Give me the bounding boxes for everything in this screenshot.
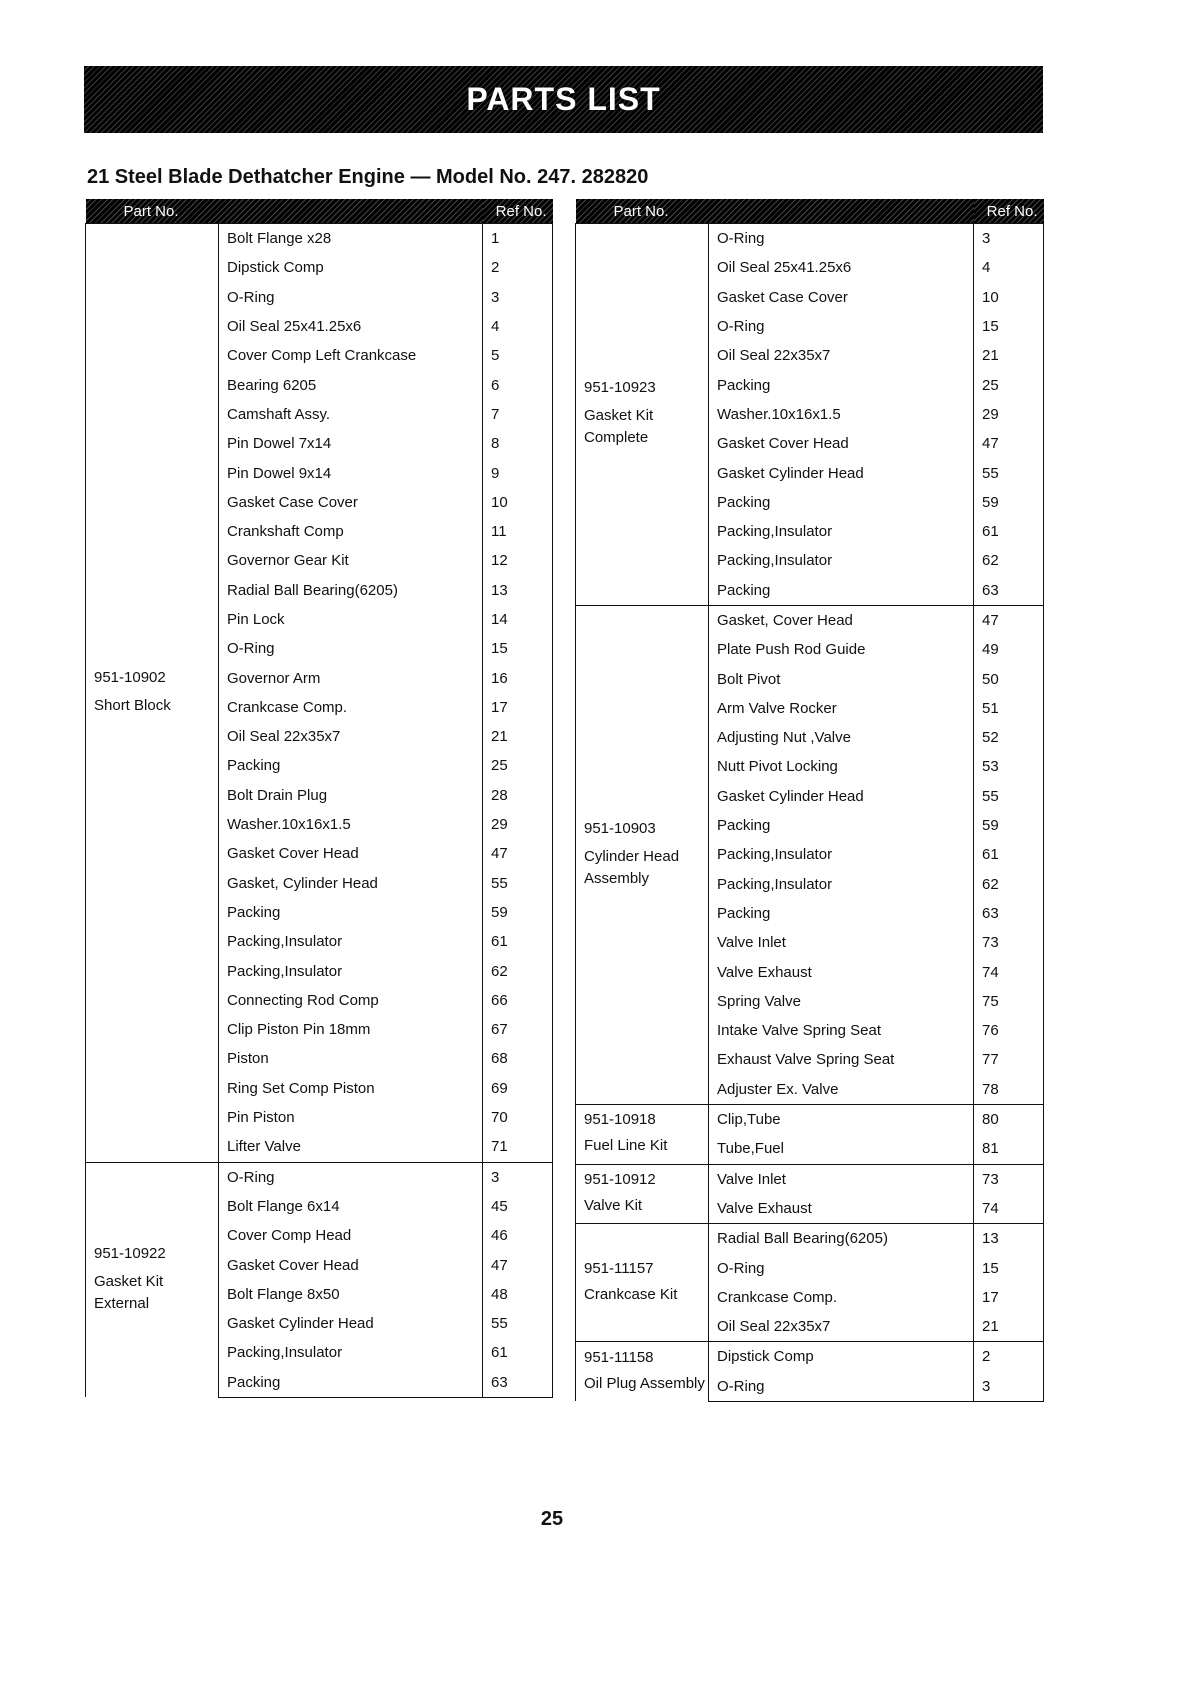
- ref-number: 51: [974, 694, 1044, 723]
- part-number: 951-10912: [584, 1170, 656, 1188]
- ref-number: 62: [974, 546, 1044, 575]
- part-description: Pin Dowel 9x14: [219, 458, 483, 487]
- part-description: Oil Seal 22x35x7: [219, 722, 483, 751]
- part-description: Gasket Cover Head: [219, 839, 483, 868]
- part-description: Packing,Insulator: [709, 840, 974, 869]
- part-description: O-Ring: [219, 1162, 483, 1192]
- ref-number: 46: [483, 1221, 553, 1250]
- part-description: Packing: [709, 370, 974, 399]
- ref-number: 45: [483, 1192, 553, 1221]
- ref-number: 16: [483, 663, 553, 692]
- ref-number: 73: [974, 928, 1044, 957]
- ref-number: 3: [974, 1372, 1044, 1402]
- part-description: Oil Seal 25x41.25x6: [709, 253, 974, 282]
- part-description: Packing,Insulator: [219, 956, 483, 985]
- ref-number: 61: [483, 927, 553, 956]
- ref-number: 63: [483, 1368, 553, 1398]
- part-description: Camshaft Assy.: [219, 400, 483, 429]
- ref-number: 7: [483, 400, 553, 429]
- part-description: Bolt Flange x28: [219, 224, 483, 254]
- part-number: 951-11157: [584, 1259, 654, 1277]
- ref-number: 55: [974, 458, 1044, 487]
- part-description: Crankcase Comp.: [709, 1283, 974, 1312]
- part-number: 951-10903: [584, 819, 656, 837]
- part-description: Gasket Cover Head: [709, 429, 974, 458]
- ref-number: 21: [974, 341, 1044, 370]
- part-description: Oil Seal 22x35x7: [709, 1312, 974, 1342]
- part-description: Gasket Case Cover: [709, 283, 974, 312]
- part-description: Pin Lock: [219, 605, 483, 634]
- ref-number: 1: [483, 224, 553, 254]
- part-number: 951-10918: [584, 1111, 656, 1129]
- part-description: Packing: [709, 488, 974, 517]
- ref-number: 63: [974, 899, 1044, 928]
- part-description: Cover Comp Head: [219, 1221, 483, 1250]
- part-description: Packing,Insulator: [709, 546, 974, 575]
- ref-number: 3: [483, 1162, 553, 1192]
- header-part-no: Part No.: [86, 199, 483, 224]
- ref-number: 47: [974, 429, 1044, 458]
- ref-number: 55: [974, 782, 1044, 811]
- ref-number: 14: [483, 605, 553, 634]
- table-row: [576, 1224, 1044, 1254]
- table-row: [86, 224, 553, 254]
- part-description: Crankshaft Comp: [219, 517, 483, 546]
- ref-number: 2: [974, 1342, 1044, 1372]
- part-number-cell: [86, 1162, 219, 1397]
- part-description: Arm Valve Rocker: [709, 694, 974, 723]
- ref-number: 76: [974, 1016, 1044, 1045]
- ref-number: 47: [974, 605, 1044, 635]
- ref-number: 61: [483, 1338, 553, 1367]
- part-description: Packing: [219, 751, 483, 780]
- ref-number: 61: [974, 517, 1044, 546]
- ref-number: 15: [483, 634, 553, 663]
- banner-title: PARTS LIST: [466, 81, 661, 117]
- part-description: Tube,Fuel: [709, 1134, 974, 1164]
- part-number: 951-11158: [584, 1348, 654, 1366]
- part-number-cell: [576, 1104, 709, 1164]
- part-description: O-Ring: [709, 1253, 974, 1282]
- part-description: Packing,Insulator: [709, 517, 974, 546]
- part-description: O-Ring: [219, 283, 483, 312]
- ref-number: 61: [974, 840, 1044, 869]
- part-description: Clip,Tube: [709, 1104, 974, 1134]
- ref-number: 47: [483, 1250, 553, 1279]
- table-row: [576, 224, 1044, 254]
- part-description: O-Ring: [709, 312, 974, 341]
- ref-number: 62: [974, 870, 1044, 899]
- part-description: Connecting Rod Comp: [219, 986, 483, 1015]
- ref-number: 25: [974, 370, 1044, 399]
- part-description: Valve Inlet: [709, 1164, 974, 1194]
- ref-number: 10: [974, 283, 1044, 312]
- part-description: Valve Exhaust: [709, 1194, 974, 1224]
- part-description: Ring Set Comp Piston: [219, 1074, 483, 1103]
- ref-number: 15: [974, 312, 1044, 341]
- parts-list-banner: [84, 66, 1043, 133]
- part-number-cell: [576, 1164, 709, 1224]
- part-group-name: Cylinder Head Assembly: [584, 847, 680, 887]
- part-description: Governor Arm: [219, 663, 483, 692]
- part-group-name: Gasket Kit Complete: [584, 407, 654, 447]
- part-number: 951-10922: [94, 1244, 166, 1262]
- part-group-name: Crankcase Kit: [584, 1285, 678, 1303]
- ref-number: 3: [483, 283, 553, 312]
- part-number-cell: [576, 1342, 709, 1402]
- part-description: Nutt Pivot Locking: [709, 752, 974, 781]
- ref-number: 47: [483, 839, 553, 868]
- part-description: Oil Seal 22x35x7: [709, 341, 974, 370]
- ref-number: 4: [483, 312, 553, 341]
- part-description: Gasket Cylinder Head: [709, 782, 974, 811]
- part-description: Packing: [709, 899, 974, 928]
- part-group-name: Oil Plug Assembly: [584, 1374, 705, 1392]
- ref-number: 59: [974, 811, 1044, 840]
- ref-number: 66: [483, 986, 553, 1015]
- ref-number: 17: [483, 693, 553, 722]
- ref-number: 13: [483, 576, 553, 605]
- ref-number: 55: [483, 869, 553, 898]
- part-description: O-Ring: [709, 1372, 974, 1402]
- part-description: Packing: [219, 898, 483, 927]
- header-ref-no: Ref No.: [483, 199, 553, 224]
- part-description: Clip Piston Pin 18mm: [219, 1015, 483, 1044]
- part-description: Packing: [709, 576, 974, 606]
- ref-number: 21: [483, 722, 553, 751]
- table-row: [576, 1164, 1044, 1194]
- ref-number: 8: [483, 429, 553, 458]
- ref-number: 67: [483, 1015, 553, 1044]
- part-number-cell: [576, 224, 709, 606]
- ref-number: 78: [974, 1075, 1044, 1105]
- part-description: Plate Push Rod Guide: [709, 635, 974, 664]
- part-description: Gasket Case Cover: [219, 488, 483, 517]
- ref-number: 2: [483, 253, 553, 282]
- header-ref-no: Ref No.: [974, 199, 1044, 224]
- part-description: Bearing 6205: [219, 370, 483, 399]
- page-number: 25: [540, 1508, 564, 1530]
- ref-number: 62: [483, 956, 553, 985]
- part-description: Gasket, Cover Head: [709, 605, 974, 635]
- ref-number: 59: [974, 488, 1044, 517]
- part-description: Oil Seal 25x41.25x6: [219, 312, 483, 341]
- ref-number: 29: [974, 400, 1044, 429]
- part-description: Packing,Insulator: [219, 1338, 483, 1367]
- ref-number: 15: [974, 1253, 1044, 1282]
- ref-number: 17: [974, 1283, 1044, 1312]
- table-row: [86, 1162, 553, 1192]
- part-description: Lifter Valve: [219, 1132, 483, 1162]
- ref-number: 29: [483, 810, 553, 839]
- parts-table-left: [85, 199, 553, 1398]
- part-group-name: Fuel Line Kit: [584, 1137, 668, 1155]
- ref-number: 49: [974, 635, 1044, 664]
- part-group-name: Gasket Kit External: [94, 1272, 164, 1312]
- header-part-no: Part No.: [576, 199, 974, 224]
- ref-number: 3: [974, 224, 1044, 254]
- part-number: 951-10923: [584, 379, 656, 397]
- ref-number: 81: [974, 1134, 1044, 1164]
- part-group-name: Valve Kit: [584, 1196, 643, 1214]
- ref-number: 10: [483, 488, 553, 517]
- table-row: [576, 1104, 1044, 1134]
- ref-number: 55: [483, 1309, 553, 1338]
- part-description: O-Ring: [219, 634, 483, 663]
- parts-table-right-body: [576, 224, 1044, 1402]
- part-number: 951-10902: [94, 668, 166, 686]
- part-description: Adjuster Ex. Valve: [709, 1075, 974, 1105]
- part-description: Packing: [219, 1368, 483, 1398]
- part-description: Gasket Cover Head: [219, 1250, 483, 1279]
- ref-number: 53: [974, 752, 1044, 781]
- ref-number: 73: [974, 1164, 1044, 1194]
- part-number-cell: [576, 1224, 709, 1342]
- ref-number: 13: [974, 1224, 1044, 1254]
- part-description: Packing,Insulator: [219, 927, 483, 956]
- ref-number: 12: [483, 546, 553, 575]
- part-description: Piston: [219, 1044, 483, 1073]
- ref-number: 11: [483, 517, 553, 546]
- part-description: O-Ring: [709, 224, 974, 254]
- part-description: Bolt Flange 8x50: [219, 1280, 483, 1309]
- ref-number: 9: [483, 458, 553, 487]
- part-description: Washer.10x16x1.5: [219, 810, 483, 839]
- ref-number: 74: [974, 1194, 1044, 1224]
- ref-number: 28: [483, 781, 553, 810]
- ref-number: 50: [974, 664, 1044, 693]
- engine-model-title: 21 Steel Blade Dethatcher Engine — Model No. 247. 282820: [87, 166, 649, 188]
- ref-number: 52: [974, 723, 1044, 752]
- part-description: Intake Valve Spring Seat: [709, 1016, 974, 1045]
- part-description: Pin Piston: [219, 1103, 483, 1132]
- part-description: Crankcase Comp.: [219, 693, 483, 722]
- part-description: Governor Gear Kit: [219, 546, 483, 575]
- part-description: Valve Inlet: [709, 928, 974, 957]
- table-row: [576, 1342, 1044, 1372]
- part-description: Packing: [709, 811, 974, 840]
- part-number-cell: [86, 224, 219, 1163]
- part-description: Dipstick Comp: [219, 253, 483, 282]
- ref-number: 63: [974, 576, 1044, 606]
- part-description: Radial Ball Bearing(6205): [709, 1224, 974, 1254]
- part-description: Packing,Insulator: [709, 870, 974, 899]
- ref-number: 21: [974, 1312, 1044, 1342]
- ref-number: 25: [483, 751, 553, 780]
- part-description: Valve Exhaust: [709, 957, 974, 986]
- ref-number: 75: [974, 987, 1044, 1016]
- part-description: Washer.10x16x1.5: [709, 400, 974, 429]
- part-description: Bolt Drain Plug: [219, 781, 483, 810]
- part-number-cell: [576, 605, 709, 1104]
- parts-table-right: [575, 199, 1044, 1402]
- ref-number: 74: [974, 957, 1044, 986]
- ref-number: 71: [483, 1132, 553, 1162]
- part-description: Pin Dowel 7x14: [219, 429, 483, 458]
- part-description: Spring Valve: [709, 987, 974, 1016]
- ref-number: 48: [483, 1280, 553, 1309]
- parts-table-left-body: [86, 224, 553, 1398]
- ref-number: 5: [483, 341, 553, 370]
- ref-number: 6: [483, 370, 553, 399]
- part-description: Gasket, Cylinder Head: [219, 869, 483, 898]
- part-description: Exhaust Valve Spring Seat: [709, 1045, 974, 1074]
- table-row: [576, 605, 1044, 635]
- part-description: Bolt Flange 6x14: [219, 1192, 483, 1221]
- ref-number: 68: [483, 1044, 553, 1073]
- ref-number: 77: [974, 1045, 1044, 1074]
- part-description: Radial Ball Bearing(6205): [219, 576, 483, 605]
- ref-number: 80: [974, 1104, 1044, 1134]
- ref-number: 4: [974, 253, 1044, 282]
- part-description: Gasket Cylinder Head: [219, 1309, 483, 1338]
- part-description: Adjusting Nut ,Valve: [709, 723, 974, 752]
- part-description: Dipstick Comp: [709, 1342, 974, 1372]
- ref-number: 70: [483, 1103, 553, 1132]
- ref-number: 59: [483, 898, 553, 927]
- part-description: Gasket Cylinder Head: [709, 458, 974, 487]
- part-description: Bolt Pivot: [709, 664, 974, 693]
- part-description: Cover Comp Left Crankcase: [219, 341, 483, 370]
- part-group-name: Short Block: [94, 696, 171, 714]
- ref-number: 69: [483, 1074, 553, 1103]
